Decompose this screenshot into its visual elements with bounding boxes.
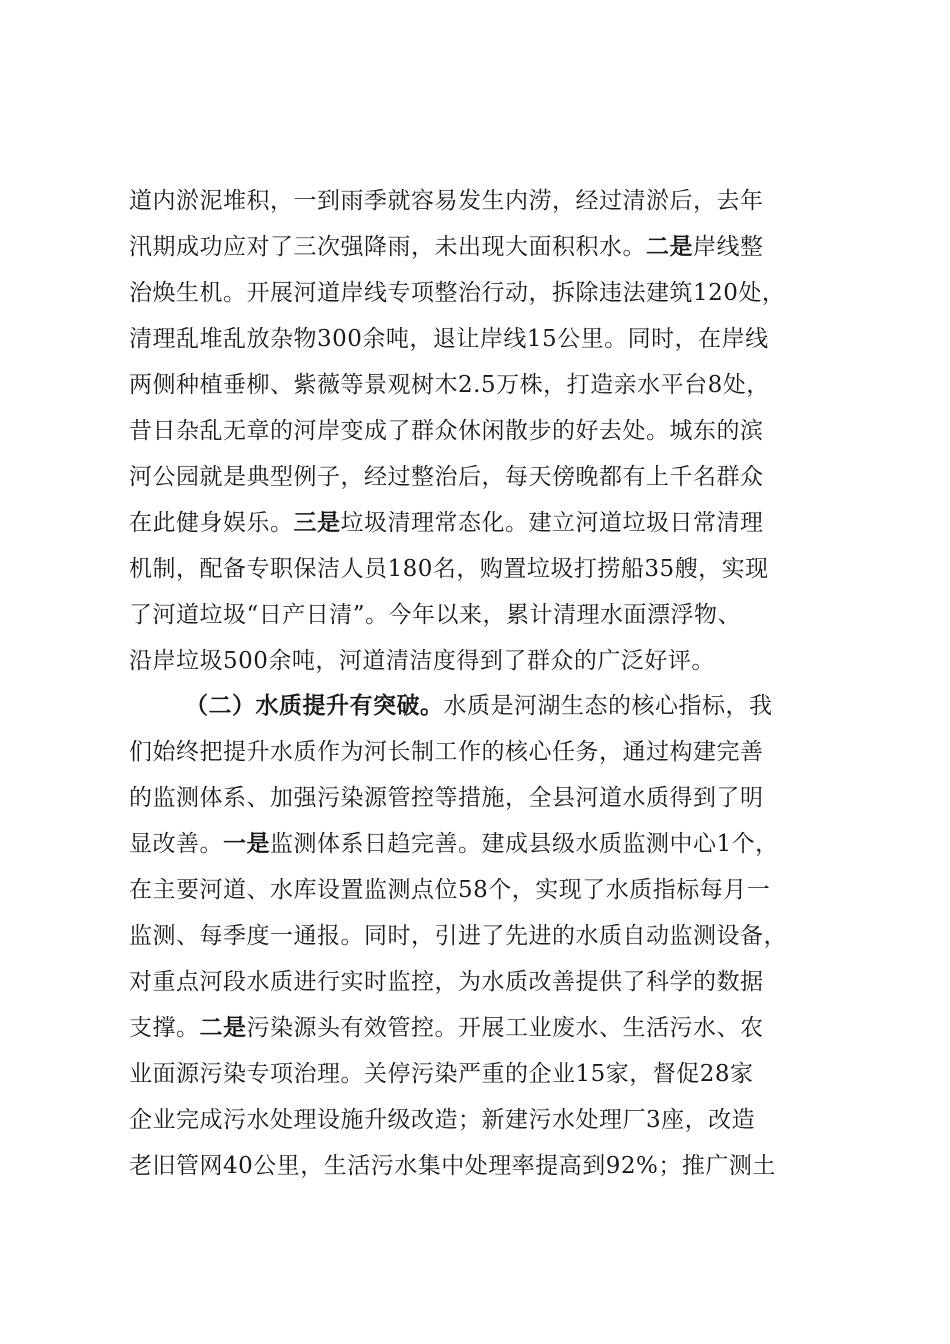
text-line: 河公园就是典型例子，经过整治后，每天傍晚都有上千名群众 [129,464,764,490]
text-line: 对重点河段水质进行实时监控，为水质改善提供了科学的数据 [129,969,764,995]
text-line: 在主要河道、水库设置监测点位58个，实现了水质指标每月一 [129,877,771,903]
text-line: 机制，配备专职保洁人员180名，购置垃圾打捞船35艘，实现 [129,556,769,582]
text-line: 在此健身娱乐。三是垃圾清理常态化。建立河道垃圾日常清理 [129,510,764,536]
text-line: 老旧管网40公里，生活污水集中处理率提高到92%；推广测土 [129,1153,776,1179]
text-line: 两侧种植垂柳、紫薇等景观树木2.5万株，打造亲水平台8处， [129,372,770,398]
text-line: 显改善。一是监测体系日趋完善。建成县级水质监测中心1个， [129,831,779,857]
text-line: 监测、每季度一通报。同时，引进了先进的水质自动监测设备， [129,923,787,949]
text-line: 业面源污染专项治理。关停污染严重的企业15家，督促28家 [129,1061,754,1087]
text-line: 道内淤泥堆积，一到雨季就容易发生内涝，经过清淤后，去年 [129,188,764,214]
bold-marker: 三是 [293,510,341,536]
text-line: 治焕生机。开展河道岸线专项整治行动，拆除违法建筑120处， [129,280,786,306]
text-line: （二）水质提升有突破。水质是河湖生态的核心指标，我 [185,693,773,719]
text-line: 了河道垃圾“日产日清”。今年以来，累计清理水面漂浮物、 [129,602,742,628]
text-line: 汛期成功应对了三次强降雨，未出现大面积积水。二是岸线整 [129,234,764,260]
paragraph-river-cleanup [129,178,829,684]
text-line: 昔日杂乱无章的河岸变成了群众休闲散步的好去处。城东的滨 [129,418,764,444]
bold-marker: 二是 [199,1015,247,1041]
bold-marker: 一是 [223,831,270,857]
text-line: 们始终把提升水质作为河长制工作的核心任务，通过构建完善 [129,739,764,765]
text-line: 沿岸垃圾500余吨，河道清洁度得到了群众的广泛好评。 [129,648,715,674]
text-line: 企业完成污水处理设施升级改造；新建污水处理厂3座，改造 [129,1107,756,1133]
section-heading: （二）水质提升有突破。 [185,693,444,719]
text-line: 的监测体系、加强污染源管控等措施，全县河道水质得到了明 [129,785,764,811]
text-line: 清理乱堆乱放杂物300余吨，退让岸线15公里。同时，在岸线 [129,326,769,352]
paragraph-water-quality [129,683,829,1189]
text-line: 支撑。二是污染源头有效管控。开展工业废水、生活污水、农 [129,1015,764,1041]
bold-marker: 二是 [646,234,693,260]
